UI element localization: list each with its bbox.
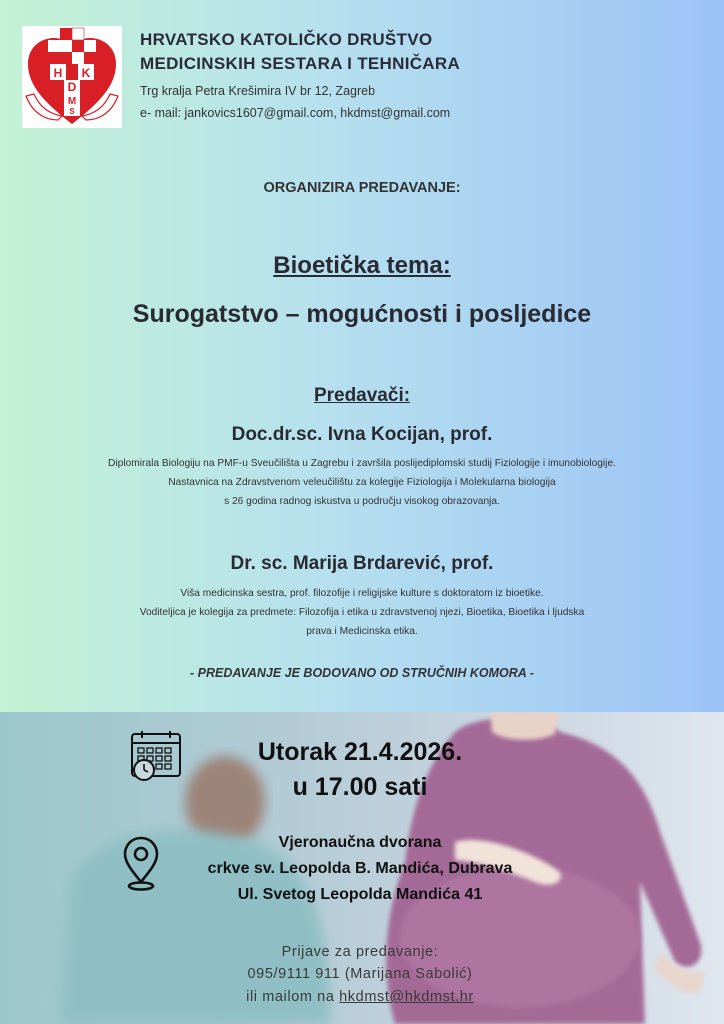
topic-title: Surogatstvo – mogućnosti i posljedice: [132, 300, 592, 328]
hkdmst-logo: [22, 26, 122, 128]
lecturer-2-bio-line: Viša medicinska sestra, prof. filozofije i religijske kulture s doktoratom iz bioetike.: [180, 588, 544, 599]
registration-email-link[interactable]: hkdmst@hkdmst.hr: [339, 989, 474, 1005]
email-line: e- mail: jankovics1607@gmail.com, hkdmst@gmail.com: [140, 106, 451, 120]
registration-mail-prefix: ili mailom na: [246, 989, 340, 1005]
lecturer-1-name: Doc.dr.sc. Ivna Kocijan, prof.: [231, 424, 493, 445]
registration-mail-line: [160, 989, 560, 1005]
lecturer-2-bio-line: Voditeljica je kolegija za predmete: Filozofija i etika u zdravstvenoj njezi, Bioetika, Bioetika i ljudska: [139, 607, 585, 618]
organization-name: [140, 28, 460, 76]
topic-heading: Bioetička tema:: [273, 252, 451, 279]
logo-letter: T: [69, 118, 75, 125]
registration-phone: 095/9111 911 (Marijana Sabolić): [247, 966, 473, 982]
intro-heading: ORGANIZIRA PREDAVANJE:: [263, 180, 461, 196]
lecturer-2-bio-line: prava i Medicinska etika.: [306, 626, 418, 637]
accreditation-note: - PREDAVANJE JE BODOVANO OD STRUČNIH KOMORA -: [189, 666, 534, 680]
event-time: u 17.00 sati: [292, 773, 428, 801]
lecturer-1-bio-line: Nastavnica na Zdravstvenom veleučilištu za kolegije Fiziologija i Molekularna biologija: [168, 477, 556, 488]
location-pin-icon: [122, 836, 160, 892]
logo-letter: S: [69, 107, 75, 116]
lecturers-heading: Predavači:: [313, 385, 411, 406]
logo-letter: M: [67, 96, 77, 107]
venue-line-1: Vjeronaučna dvorana: [278, 834, 442, 851]
venue-line-3: Ul. Svetog Leopolda Mandića 41: [237, 886, 483, 903]
venue-line-2: crkve sv. Leopolda B. Mandića, Dubrava: [207, 860, 513, 877]
logo-letter: H: [53, 66, 63, 80]
address: Trg kralja Petra Krešimira IV br 12, Zagreb: [140, 84, 376, 98]
logo-letter: D: [67, 80, 77, 94]
lecturer-2-name: Dr. sc. Marija Brdarević, prof.: [230, 553, 494, 574]
lecturer-1-bio-line: Diplomirala Biologiju na PMF-u Sveučilišta u Zagrebu i završila poslijediplomski studij Fiziologije i imunobiologije.: [108, 458, 616, 469]
org-name-line-1: HRVATSKO KATOLIČKO DRUŠTVO: [140, 30, 433, 49]
org-name-line-2: MEDICINSKIH SESTARA I TEHNIČARA: [140, 54, 461, 73]
logo-letter: K: [81, 66, 91, 80]
registration-label: Prijave za predavanje:: [281, 944, 439, 960]
event-date: Utorak 21.4.2026.: [257, 738, 463, 766]
lecturer-1-bio-line: s 26 godina radnog iskustva u području visokog obrazovanja.: [224, 496, 500, 507]
